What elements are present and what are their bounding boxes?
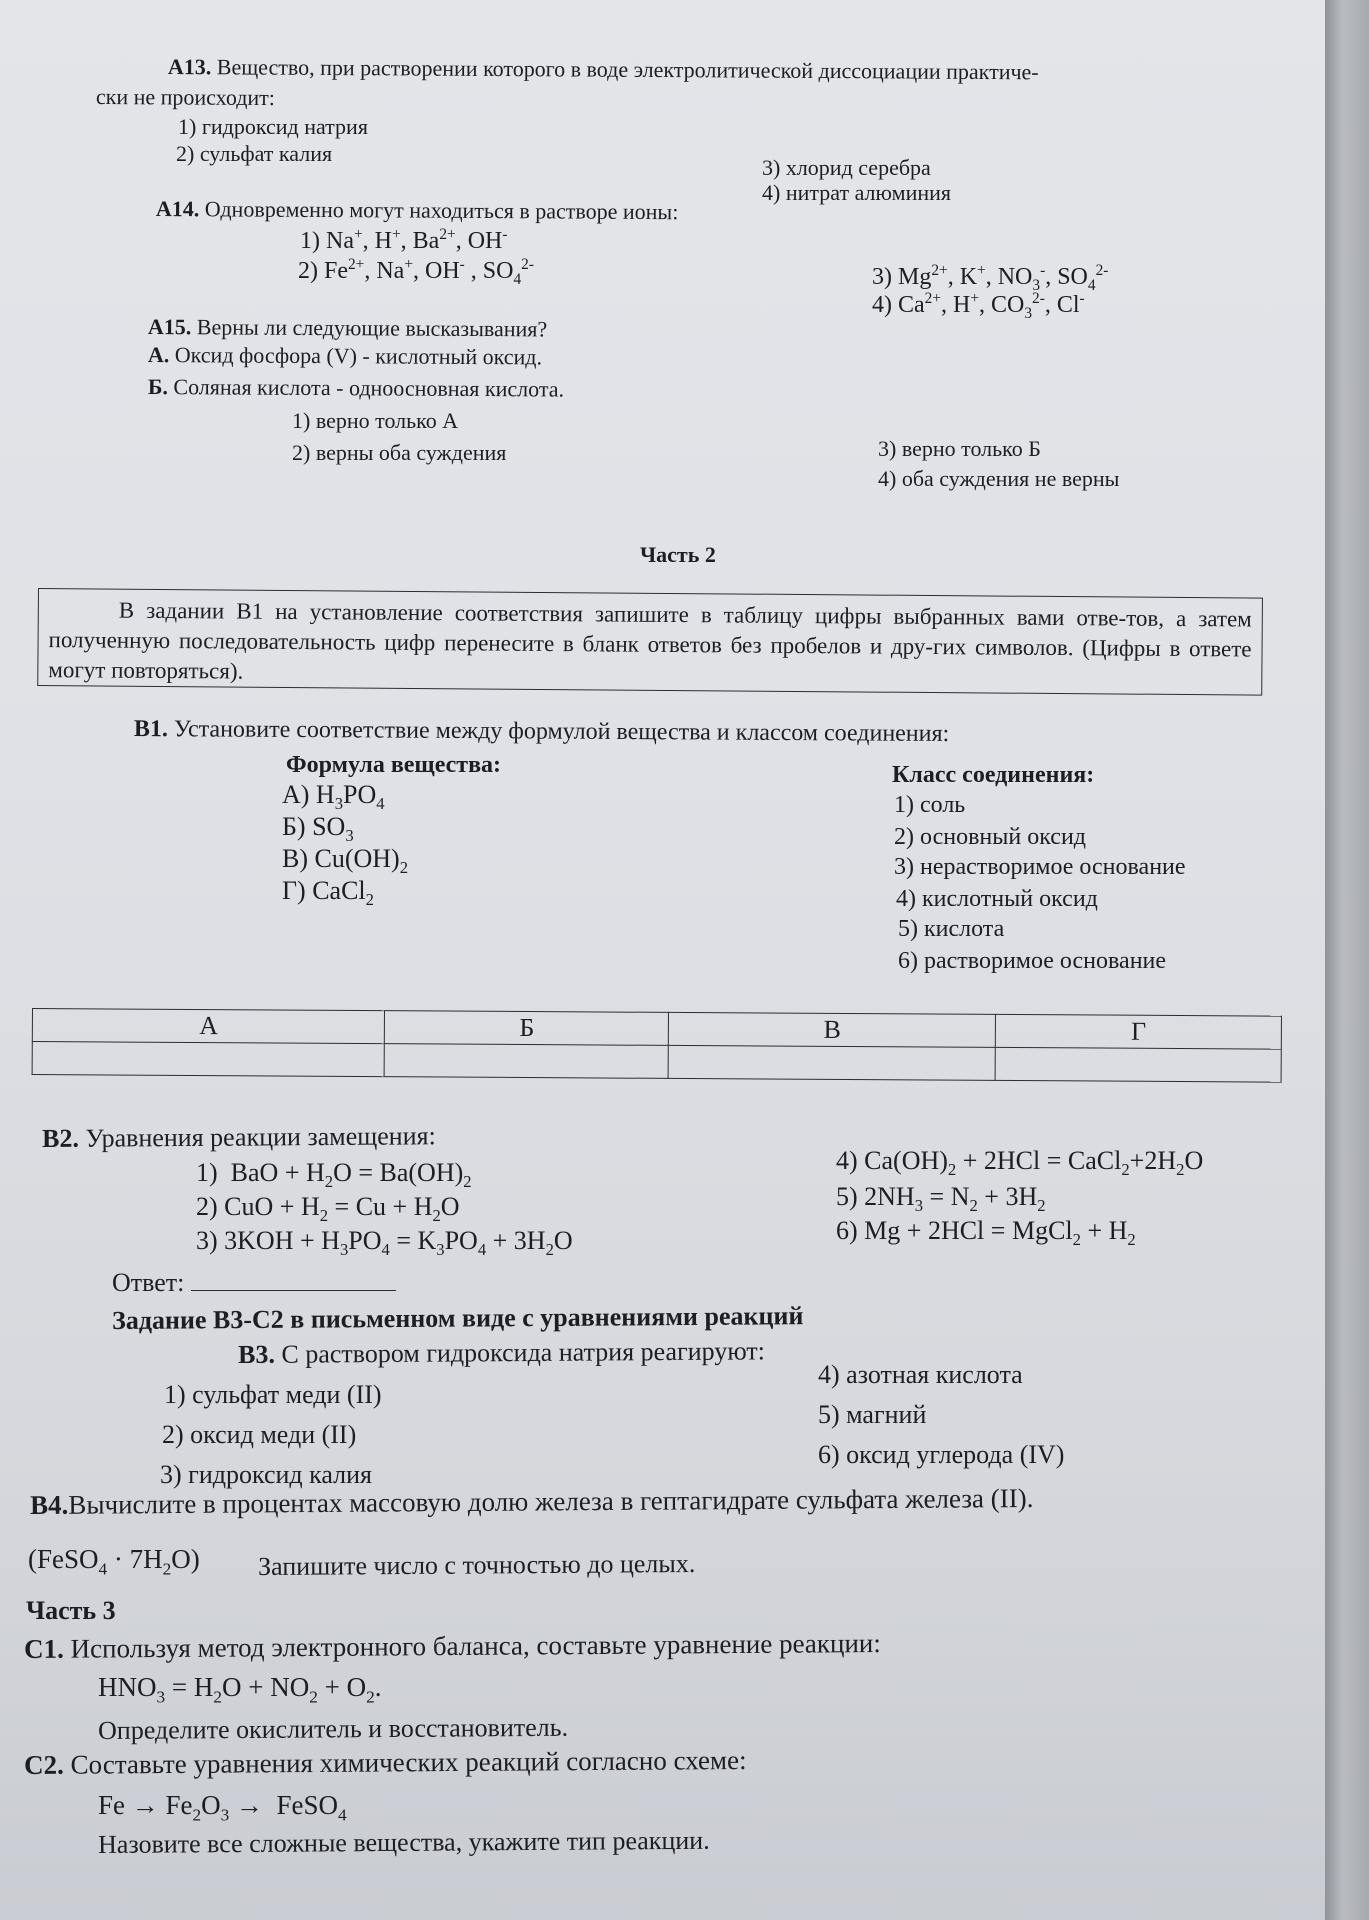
statement-a-text: Оксид фосфора (V) - кислотный оксид. [174, 342, 543, 370]
question-number: В4. [30, 1489, 69, 1520]
answer-table [32, 1008, 1282, 1083]
question-text: Вещество, при растворении которого в воде электролитической диссоциации практиче- [216, 54, 1039, 85]
class-header: Класс соединения: [892, 762, 1095, 788]
option-5: 5) магний [818, 1400, 927, 1429]
answer-blank[interactable] [191, 1270, 396, 1291]
question-b3 [238, 1336, 765, 1370]
question-text: Используя метод электронного баланса, составьте уравнение реакции: [70, 1628, 881, 1664]
statement-a-label: А. [147, 342, 170, 368]
answer-cell-a[interactable] [32, 1042, 385, 1077]
statement-a [148, 342, 542, 370]
class-option-6: 6) растворимое основание [898, 948, 1167, 974]
answer-label: Ответ: [112, 1268, 185, 1297]
header-cell-a: А [32, 1009, 385, 1044]
option-2: 2) сульфат калия [176, 141, 333, 166]
formula-v: В) $Cu(OH)_2$ [282, 844, 409, 878]
question-number: А14. [155, 196, 200, 222]
question-number: В1. [133, 716, 169, 743]
ions-option-3: 3) $Mg^{2+}$, K+, $NO_3^-$, $SO_4^{2-}$ [872, 262, 1109, 294]
answer-table-input-row [32, 1042, 1281, 1083]
reaction-c1: $HNO_3 = H_2O + NO_2 + O_2$. [98, 1672, 382, 1707]
ions-option-1: 1) Na+, H+, $Ba^{2+}$, OH- [300, 226, 508, 254]
question-a13 [168, 54, 1039, 85]
answer-line [112, 1268, 396, 1298]
class-option-1: 1) соль [894, 792, 966, 818]
option-2: 2) оксид меди (II) [162, 1420, 357, 1449]
question-a14 [156, 196, 679, 225]
page-edge-background [1325, 0, 1369, 1920]
question-b1 [134, 716, 949, 748]
c1-note: Определите окислитель и восстановитель. [98, 1712, 569, 1745]
question-text: Вычислите в процентах массовую долю железа в гептагидрате сульфата железа (II). [68, 1482, 1034, 1520]
option-3: 3) хлорид серебра [762, 155, 931, 180]
option-3: 3) верно только Б [878, 436, 1041, 461]
ions-option-4: 4) $Ca^{2+}$, H+, $CO_3^{2-}$, Cl- [872, 290, 1085, 322]
answer-cell-g[interactable] [995, 1047, 1281, 1082]
part-3-title: Часть 3 [26, 1596, 116, 1625]
question-text-continued: ски не происходит: [95, 84, 276, 111]
formula-b: Б) $SO_3$ [282, 812, 354, 846]
option-4: 4) азотная кислота [818, 1360, 1023, 1389]
option-2: 2) верны оба суждения [292, 440, 507, 465]
header-cell-b: Б [385, 1011, 669, 1046]
c2-note: Назовите все сложные вещества, укажите тип реакции. [98, 1825, 710, 1859]
class-option-5: 5) кислота [898, 916, 1005, 942]
ions-option-2: 2) $Fe^{2+}$, Na+, OH- , $SO_4^{2-}$ [298, 256, 534, 288]
question-a15 [148, 314, 547, 342]
equation-3: 3) $3KOH + H_3PO_4 = K_3PO_4 + 3H_2O$ [196, 1226, 573, 1260]
instruction-box [37, 588, 1263, 696]
option-6: 6) оксид углерода (IV) [818, 1440, 1065, 1469]
class-option-2: 2) основный оксид [894, 824, 1086, 850]
equation-2: 2) CuO + $H_2 = Cu + H_2O$ [196, 1192, 460, 1226]
equation-6: 6) Mg + 2HCl = MgCl$_2$ + $H_2$ [836, 1216, 1136, 1250]
question-number: С1. [24, 1633, 64, 1664]
question-number: С2. [24, 1749, 64, 1780]
statement-b [148, 374, 564, 403]
formula-feso4-7h2o: (FeSO$_4$ · $7H_2O$) [28, 1544, 200, 1579]
statement-b-label: Б. [147, 374, 169, 400]
part-2-title: Часть 2 [640, 542, 716, 567]
option-4: 4) нитрат алюминия [762, 180, 952, 205]
instruction-text: В задании В1 на установление соответствия запишите в таблицу цифры выбранных вами отве-тов, а затем полученную последовательность цифр перенесите в бланк ответов без пробелов и дру-гих символов. (Цифры в ответе могут повторяться). [48, 597, 1252, 684]
question-c1 [24, 1628, 881, 1665]
equation-1: 1) BaO + $H_2O = Ba(OH)_2$ [196, 1158, 472, 1192]
answer-cell-v[interactable] [669, 1045, 996, 1080]
option-1: 1) гидроксид натрия [178, 114, 368, 139]
header-cell-v: В [669, 1012, 996, 1047]
question-b2 [42, 1121, 436, 1154]
question-text: Установите соответствие между формулой вещества и классом соединения: [173, 716, 950, 747]
formula-g: Г) CaCl$_2$ [282, 876, 374, 910]
question-text: Составьте уравнения химических реакций согласно схеме: [70, 1744, 747, 1780]
option-4: 4) оба суждения не верны [878, 466, 1120, 491]
question-text: С раствором гидроксида натрия реагируют: [281, 1336, 766, 1369]
question-number: А13. [167, 54, 212, 80]
question-number: В2. [42, 1123, 80, 1153]
question-c2 [24, 1745, 747, 1781]
question-text: Верны ли следующие высказывания? [196, 314, 548, 342]
formula-header: Формула вещества: [286, 752, 502, 778]
question-b4 [30, 1483, 1034, 1521]
task-b3-c2-title: Задание В3-С2 в письменном виде с уравнениями реакций [112, 1301, 804, 1335]
question-text: Одновременно могут находиться в растворе ионы: [204, 196, 679, 225]
question-number: А15. [147, 314, 192, 340]
class-option-4: 4) кислотный оксид [896, 886, 1098, 912]
class-option-3: 3) нерастворимое основание [894, 854, 1186, 880]
header-cell-g: Г [996, 1014, 1282, 1049]
formula-a: А) $H_3PO_4$ [282, 780, 385, 814]
statement-b-text: Соляная кислота - одноосновная кислота. [173, 374, 565, 402]
reaction-scheme-c2: $Fe \to Fe_2O_3$ → FeSO$_4$ [98, 1790, 347, 1825]
equation-5: 5) $2NH_3 = N_2 + 3H_2$ [836, 1182, 1046, 1216]
answer-cell-b[interactable] [385, 1044, 669, 1079]
equation-4: 4) $Ca(OH)_2 + 2HCl$ = $CaCl_2+2H_2O$ [836, 1146, 1204, 1180]
precision-note: Запишите число с точностью до целых. [258, 1548, 696, 1581]
option-1: 1) верно только А [292, 408, 459, 433]
question-number: В3. [238, 1339, 276, 1369]
option-1: 1) сульфат меди (II) [164, 1380, 382, 1409]
question-text: Уравнения реакции замещения: [85, 1121, 436, 1153]
option-3: 3) гидроксид калия [160, 1460, 372, 1489]
